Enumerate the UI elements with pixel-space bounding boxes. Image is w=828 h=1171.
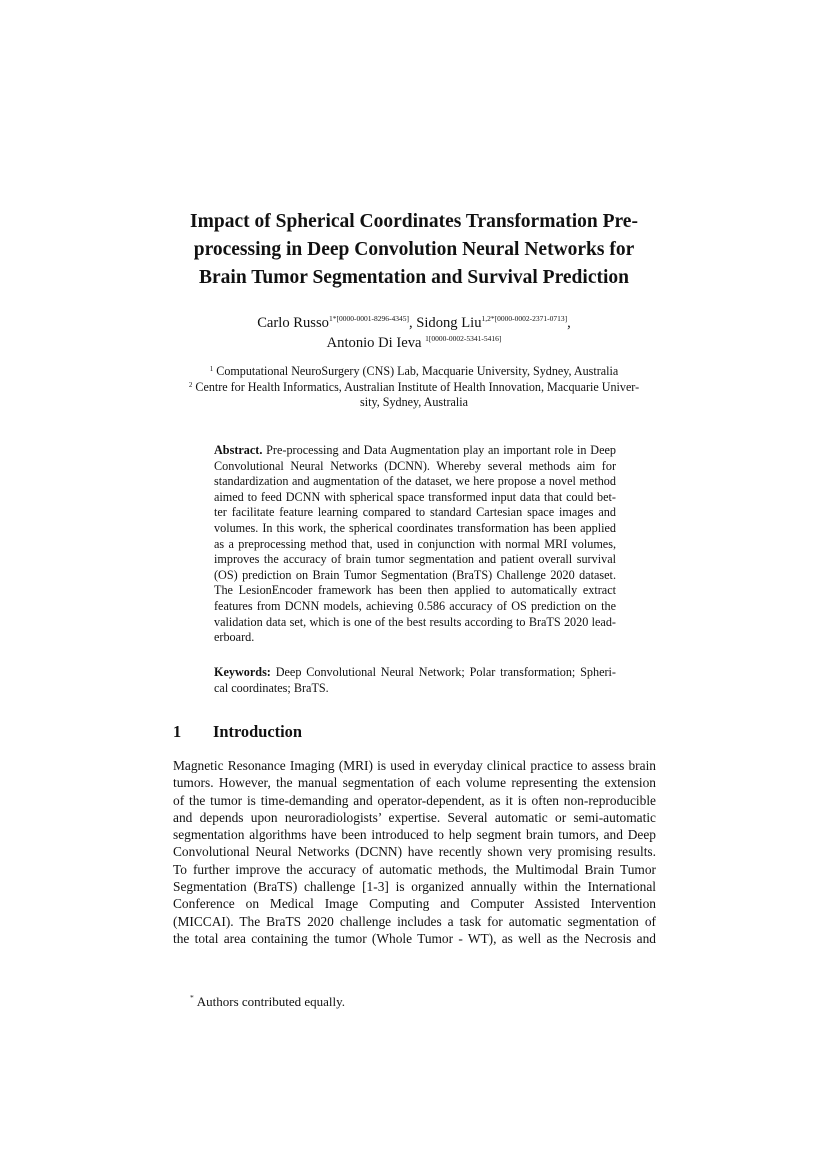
abstract-line: aimed to feed DCNN with spherical space transformed input data that could bet- [214,489,616,504]
abstract-line: validation data set, which is one of the best results according to BraTS 2020 lead- [214,614,616,629]
author-list [150,313,678,353]
abstract-line: volumes. In this work, the spherical coordinates transformation has been applied [214,520,616,535]
abstract-line [214,443,616,459]
body-line: and depends upon neuroradiologists’ expertise. Several automatic or semi-automatic [173,809,656,825]
section-number: 1 [173,722,182,741]
body-line: Segmentation (BraTS) challenge [1-3] is organized annually within the International [173,879,656,895]
author-separator: , [408,315,417,331]
affiliation-list [170,364,658,411]
author-affiliation-mark: 1,2*[0000-0002-2371-0713] [481,314,568,323]
affiliation-text: Computational NeuroSurgery (CNS) Lab, Macquarie University, Sydney, Australia [213,364,619,378]
affiliation [170,380,658,396]
section-heading [173,721,573,743]
affiliation-number: 1 [209,365,214,373]
abstract-text: Pre-processing and Data Augmentation play an important role in Deep [262,443,616,457]
keywords-text: Deep Convolutional Neural Network; Polar transformation; Spheri- [270,665,616,679]
keywords-line [214,665,616,681]
abstract-line: erboard. [214,630,255,645]
section-title: Introduction [213,722,302,741]
abstract-line: Convolutional Neural Networks (DCNN). Whereby several methods aim for [214,458,616,473]
keywords-line: cal coordinates; BraTS. [214,680,329,695]
title-line: Brain Tumor Segmentation and Survival Prediction [199,267,629,288]
affiliation-text: sity, Sydney, Australia [360,395,468,409]
introduction-body [173,757,656,947]
body-line: Magnetic Resonance Imaging (MRI) is used in everyday clinical practice to assess brain [173,758,656,773]
abstract-line: The LesionEncoder framework has been then applied to automatically extract [214,583,616,598]
body-line: (MICCAI). The BraTS 2020 challenge includes a task for automatic segmentation of [173,913,656,929]
paper-title [150,208,678,292]
body-line: the total area containing the tumor (Whole Tumor - WT), as well as the Necrosis and [173,930,656,946]
body-line: Convolutional Neural Networks (DCNN) have recently shown very promising results. [173,844,656,860]
affiliation-text: Centre for Health Informatics, Australian Institute of Health Innovation, Macquarie Univer- [192,379,640,394]
author-name: Carlo Russo [257,315,329,331]
abstract-line: improves the accuracy of brain tumor segmentation and patient overall survival [214,552,616,567]
abstract-line: as a preprocessing method that, used in conjunction with normal MRI volumes, [214,536,616,551]
affiliation [170,395,658,411]
affiliation-number: 2 [188,380,193,389]
author-separator: , [567,315,571,331]
abstract-label: Abstract. [214,443,263,457]
abstract-line: ter facilitate feature learning compared to standard Cartesian space images and [214,505,616,520]
keywords [214,665,616,696]
keywords-label: Keywords: [214,665,271,679]
abstract-line: (OS) prediction on Brain Tumor Segmentation (BraTS) Challenge 2020 dataset. [214,567,616,582]
body-line: segmentation algorithms have been introduced to help segment brain tumors, and Deep [173,827,656,843]
footnote-mark: * [190,993,194,1002]
title-line: Impact of Spherical Coordinates Transformation Pre- [190,211,638,232]
abstract [214,443,616,646]
author-line [150,313,678,333]
body-line: of the tumor is time-demanding and operator-dependent, as it is often non-reproducible [173,792,656,808]
abstract-line: standardization and augmentation of the dataset, we here propose a novel method [214,474,616,489]
title-line: processing in Deep Convolution Neural Networks for [193,239,635,260]
author-affiliation-mark: 1[0000-0002-5341-5416] [425,334,502,343]
body-line: tumors. However, the manual segmentation of each volume representing the extension [173,775,656,791]
affiliation [170,364,658,380]
author-name: Sidong Liu [416,315,482,331]
abstract-line: features from DCNN models, achieving 0.586 accuracy of OS prediction on the [214,598,616,613]
author-line [150,333,678,353]
author-affiliation-mark: 1*[0000-0001-8296-4345] [328,314,409,323]
author-name: Antonio Di Ieva [326,335,426,351]
body-line: To further improve the accuracy of automatic methods, the Multimodal Brain Tumor [173,861,656,877]
footnote [190,993,590,1011]
footnote-text: Authors contributed equally. [196,994,346,1009]
body-line: Conference on Medical Image Computing and Computer Assisted Intervention [173,896,656,912]
